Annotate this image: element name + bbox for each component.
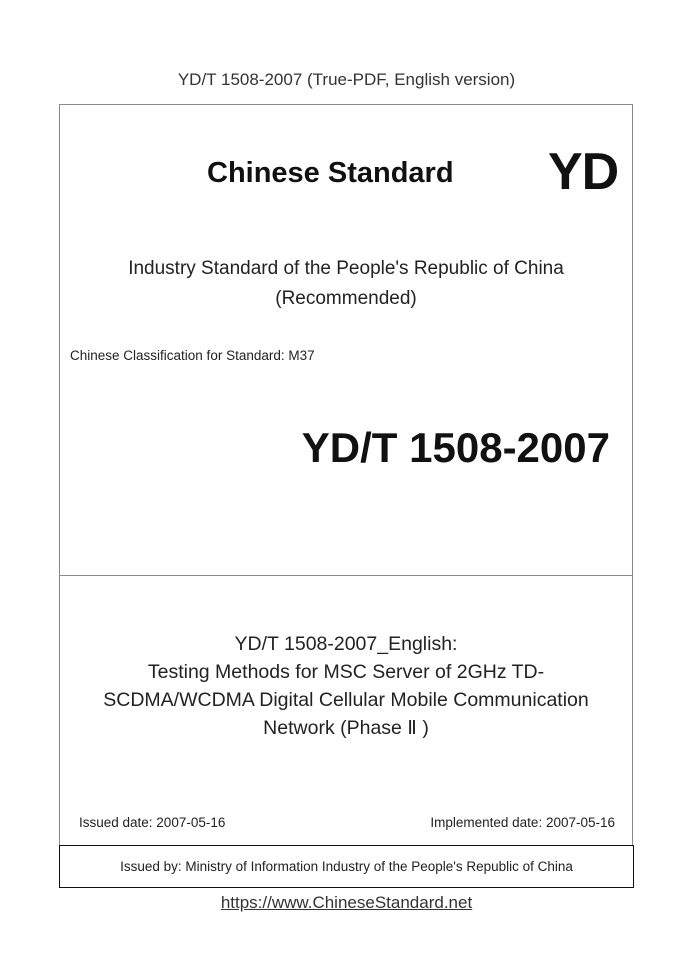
title-line: SCDMA/WCDMA Digital Cellular Mobile Communication (103, 689, 589, 711)
issued-by-text: Issued by: Ministry of Information Industry of the People's Republic of China (120, 859, 573, 874)
yd-mark: YD (548, 143, 619, 201)
issued-date: Issued date: 2007-05-16 (79, 815, 226, 830)
issuer-box (59, 845, 634, 888)
industry-standard-line: Industry Standard of the People's Republic of China (128, 258, 564, 279)
site-link-container (0, 893, 693, 913)
document-title (59, 630, 633, 742)
standard-number: YD/T 1508-2007 (301, 424, 610, 471)
chinese-standard-heading: Chinese Standard (207, 157, 454, 189)
recommended-line: (Recommended) (275, 288, 417, 309)
cover-frame (59, 104, 633, 886)
website-link[interactable]: https://www.ChineseStandard.net (220, 893, 473, 912)
classification-text: Chinese Classification for Standard: M37 (70, 348, 315, 363)
title-line: Network (Phase Ⅱ ) (263, 717, 429, 739)
page-header: YD/T 1508-2007 (True-PDF, English version) (177, 70, 516, 89)
section-divider (59, 575, 633, 576)
title-line: YD/T 1508-2007_English: (234, 633, 458, 655)
implemented-date: Implemented date: 2007-05-16 (430, 815, 615, 830)
title-line: Testing Methods for MSC Server of 2GHz TD- (147, 661, 545, 683)
